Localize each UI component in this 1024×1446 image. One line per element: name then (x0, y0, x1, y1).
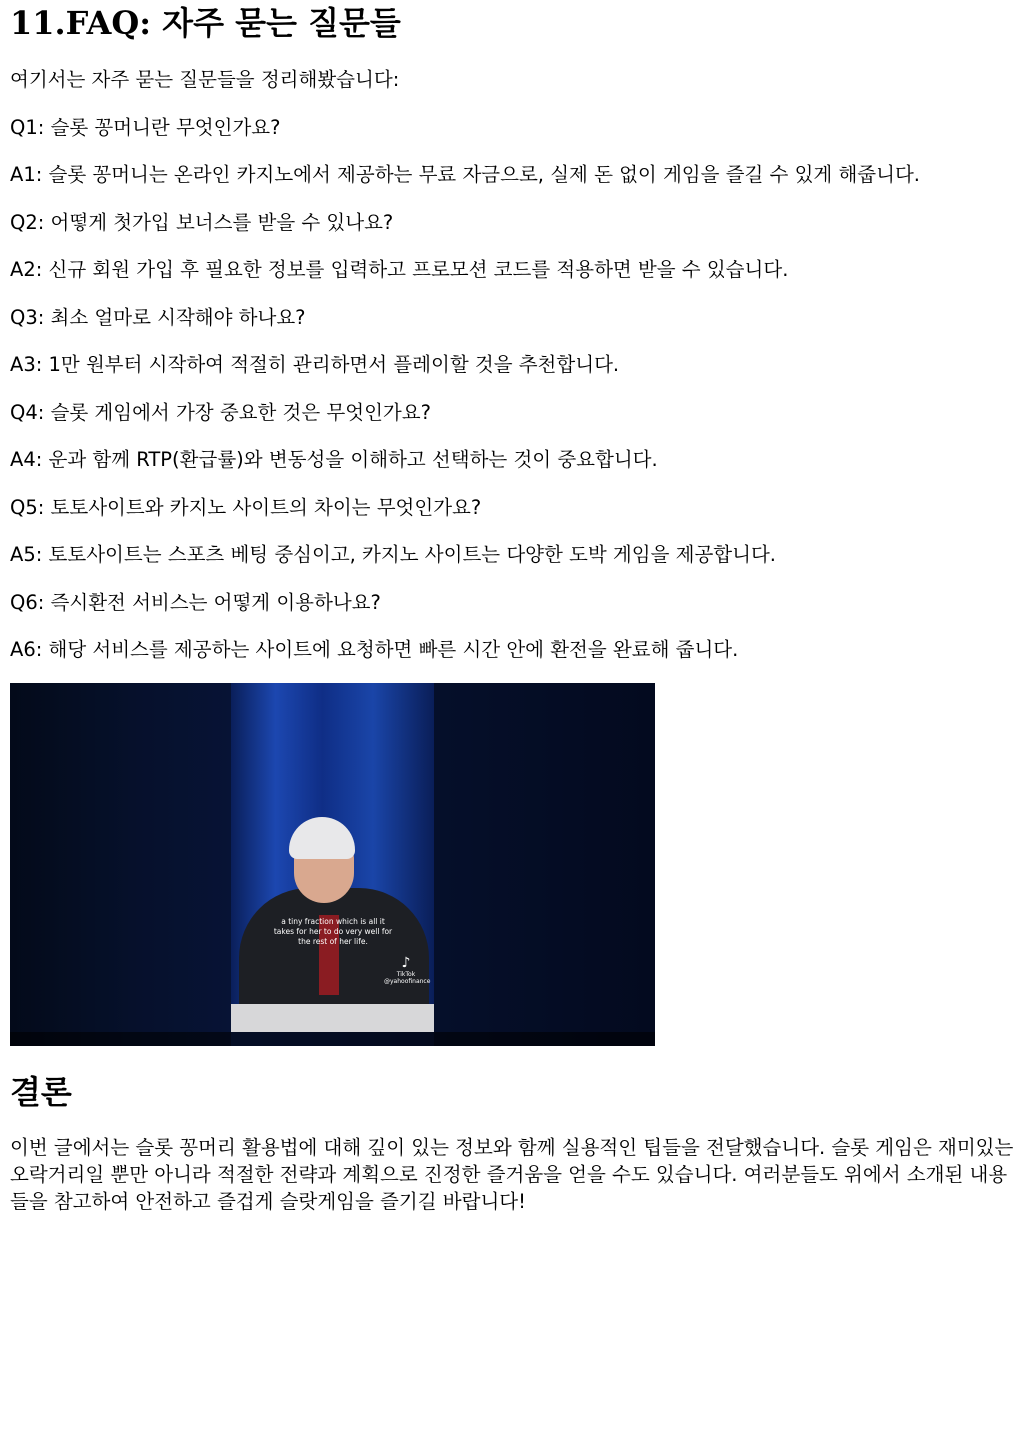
video-blur-right (434, 683, 655, 1046)
video-bottom-fade (10, 1032, 655, 1046)
tiktok-handle: @yahoofinance (384, 978, 431, 985)
conclusion-heading: 결론 (10, 1073, 72, 1111)
video-caption: a tiny fraction which is all it takes for her to do very well for the rest of her life. (273, 917, 393, 946)
video-frame (231, 683, 434, 1032)
faq-list (10, 116, 1014, 663)
faq-question: Q5: 토토사이트와 카지노 사이트의 차이는 무엇인가요? (10, 495, 482, 519)
tiktok-label: TikTok (396, 971, 416, 978)
faq-answer: A3: 1만 원부터 시작하여 적절히 관리하면서 플레이할 것을 추천합니다. (10, 353, 620, 376)
faq-question: Q4: 슬롯 게임에서 가장 중요한 것은 무엇인가요? (10, 400, 431, 424)
faq-answer: A4: 운과 함께 RTP(환급률)와 변동성을 이해하고 선택하는 것이 중요합니다. (10, 448, 658, 471)
tiktok-watermark (384, 955, 431, 985)
speaker-hair (289, 817, 355, 859)
faq-intro: 여기서는 자주 묻는 질문들을 정리해봤습니다: (10, 68, 400, 91)
conclusion-text: 이번 글에서는 슬롯 꽁머리 활용법에 대해 깊이 있는 정보와 함께 실용적인 팁들을 전달했습니다. 슬롯 게임은 재미있는 오락거리일 뿐만 아니라 적절한 전략과 계획으로 진정한 즐거움을 얻을 수도 있습니다. 여러분들도 위에서 소개된 내용들을 참고하여 안전하고 즐겁게 슬랏게임을 즐기길 바랍니다! (10, 1136, 1014, 1213)
video-blur-left (10, 683, 231, 1046)
faq-question: Q3: 최소 얼마로 시작해야 하나요? (10, 305, 306, 329)
embedded-video[interactable] (10, 683, 655, 1046)
faq-answer: A6: 해당 서비스를 제공하는 사이트에 요청하면 빠른 시간 안에 환전을 완료해 줍니다. (10, 638, 739, 661)
faq-question: Q2: 어떻게 첫가입 보너스를 받을 수 있나요? (10, 210, 394, 234)
faq-question: Q1: 슬롯 꽁머니란 무엇인가요? (10, 115, 281, 139)
faq-answer: A2: 신규 회원 가입 후 필요한 정보를 입력하고 프로모션 코드를 적용하면 받을 수 있습니다. (10, 258, 789, 281)
tiktok-icon: ♪ (401, 955, 411, 971)
desk (231, 1004, 434, 1032)
faq-question: Q6: 즉시환전 서비스는 어떻게 이용하나요? (10, 590, 381, 614)
faq-answer: A5: 토토사이트는 스포츠 베팅 중심이고, 카지노 사이트는 다양한 도박 게임을 제공합니다. (10, 543, 776, 566)
faq-heading: 11.FAQ: 자주 묻는 질문들 (10, 4, 401, 42)
faq-answer: A1: 슬롯 꽁머니는 온라인 카지노에서 제공하는 무료 자금으로, 실제 돈 없이 게임을 즐길 수 있게 해줍니다. (10, 163, 921, 186)
